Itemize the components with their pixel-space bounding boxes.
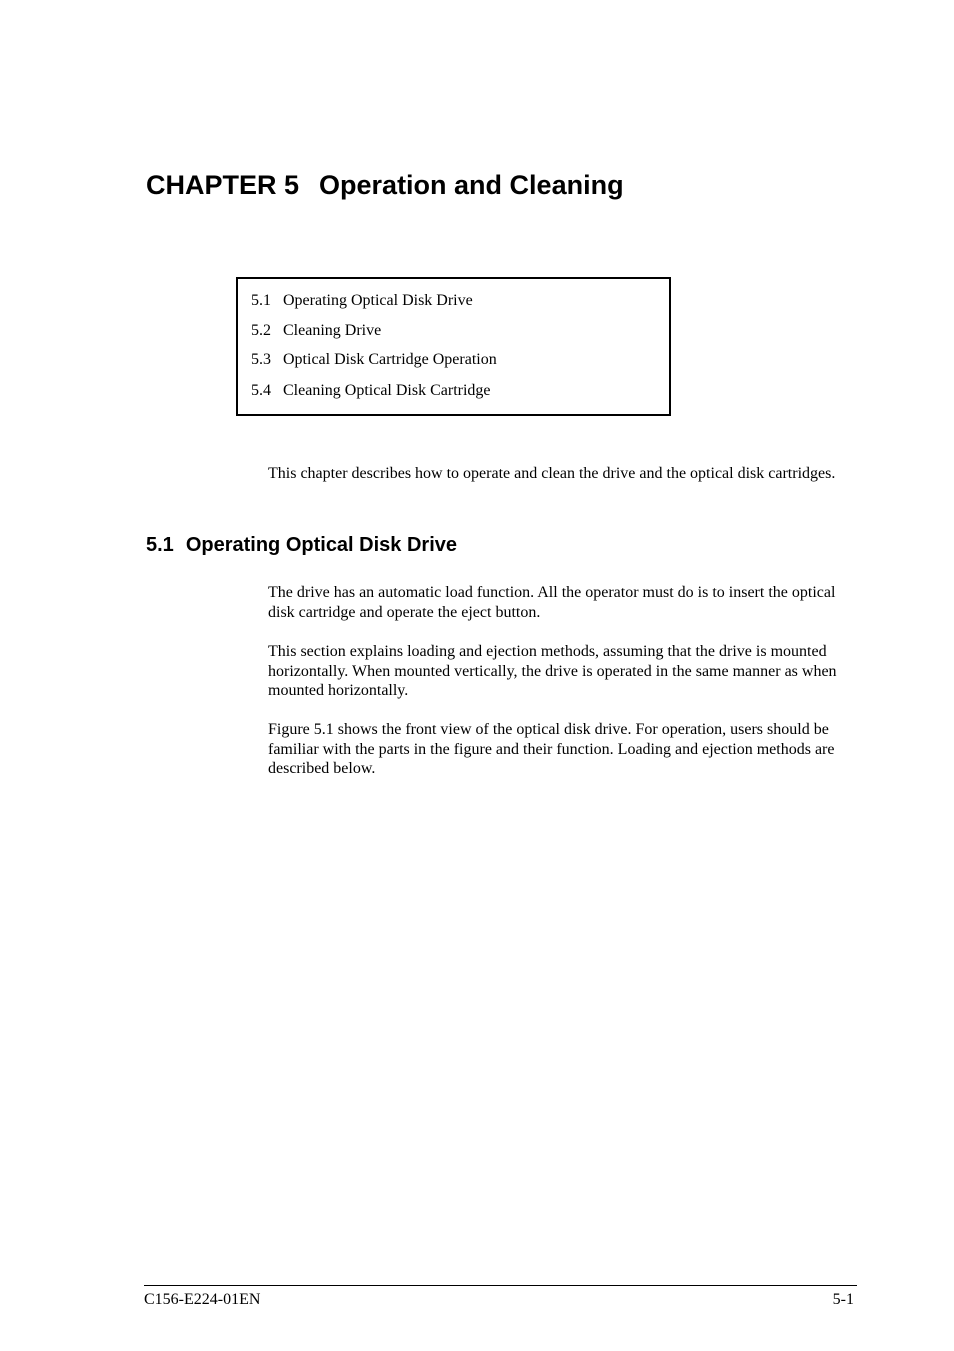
chapter-title <box>146 167 624 203</box>
toc-item-number: 5.1 <box>251 292 271 309</box>
footer-page-number: 5-1 <box>832 1291 854 1308</box>
section-heading <box>146 531 457 559</box>
toc-item-label: Operating Optical Disk Drive <box>283 292 473 309</box>
body-paragraph: This section explains loading and ejection methods, assuming that the drive is mounted horizontally. When mounted vertically, the drive is operated in the same manner as when mounted horizontally. <box>268 643 837 700</box>
section-number: 5.1 <box>146 534 174 556</box>
toc-item-label: Cleaning Optical Disk Cartridge <box>283 382 491 399</box>
section-title: Operating Optical Disk Drive <box>185 534 458 556</box>
footer-divider <box>144 1285 857 1286</box>
toc-item-number: 5.4 <box>251 382 271 399</box>
toc-item-number: 5.3 <box>251 351 271 368</box>
chapter-contents-box <box>236 277 671 416</box>
toc-item-label: Optical Disk Cartridge Operation <box>283 351 497 368</box>
footer-document-id: C156-E224-01EN <box>144 1291 261 1308</box>
body-paragraph: Figure 5.1 shows the front view of the optical disk drive. For operation, users should be familiar with the parts in the figure and their function. Loading and ejection methods are described below. <box>268 721 835 778</box>
toc-item-label: Cleaning Drive <box>283 322 382 339</box>
toc-item[interactable] <box>251 350 497 370</box>
chapter-number: CHAPTER 5 <box>146 170 300 200</box>
intro-paragraph: This chapter describes how to operate and clean the drive and the optical disk cartridges. <box>268 465 836 482</box>
chapter-name: Operation and Cleaning <box>319 170 624 200</box>
toc-item[interactable] <box>251 381 491 401</box>
toc-item[interactable] <box>251 291 473 311</box>
toc-item-number: 5.2 <box>251 322 271 339</box>
body-paragraph: The drive has an automatic load function. All the operator must do is to insert the optical disk cartridge and operate the eject button. <box>268 584 836 621</box>
toc-item[interactable] <box>251 321 381 341</box>
